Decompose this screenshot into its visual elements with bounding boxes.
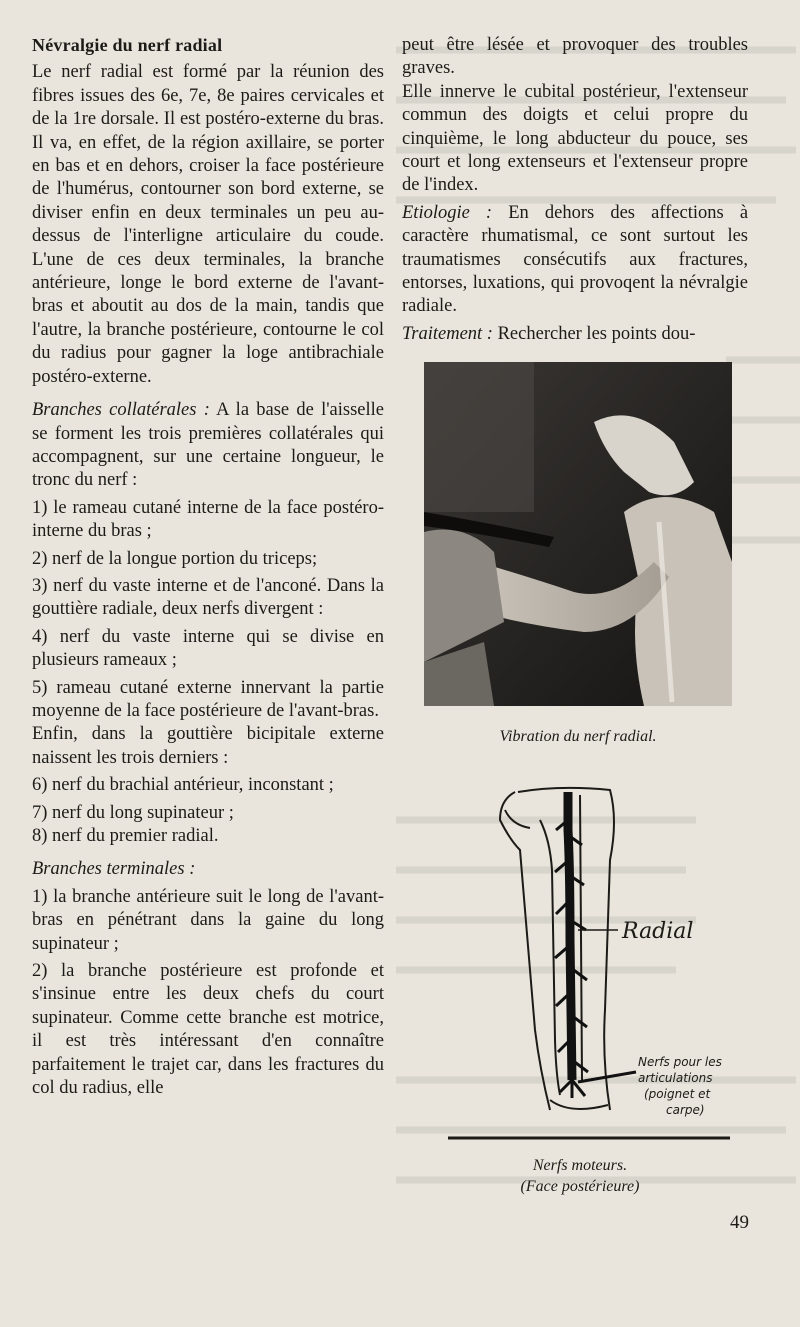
continuation-paragraph: peut être lésée et provoquer des troubles graves. (402, 35, 748, 79)
list-item: 5) rameau cutané externe innervant la partie moyenne de la face postérieure de l'avant-bras. (32, 677, 384, 721)
photo-illustration (424, 362, 732, 706)
intro-paragraph: Le nerf radial est formé par la réunion des fibres issues des 6e, 7e, 8e paires cervicales et de la 1re dorsale. Il est postéro-externe du bras. Il va, en effet, de la région axillaire, se porter en bas et en dehors, croiser la face postérieure de l'humérus, contourner son bord externe, se diviser enfin en deux terminales un peu au-dessus de l'interligne articulaire du coude. L'une de ces deux terminales, la branche antérieure, longe le bord externe de l'avant-bras et aboutit au dos de la main, tandis que l'autre, la branche postérieure, contourne le col du radius pour gagner la loge antibrachiale postéro-externe. (32, 62, 384, 387)
list-item: Enfin, dans la gouttière bicipitale externe naissent les trois derniers : (32, 724, 384, 768)
list-item: 1) le rameau cutané interne de la face postéro-interne du bras ; (32, 497, 384, 542)
list-item: 8) nerf du premier radial. (32, 826, 219, 846)
page-number: 49 (730, 1212, 749, 1233)
vibration-photo (424, 362, 732, 706)
list-item: 4) nerf du vaste interne qui se divise en plusieurs rameaux ; (32, 626, 384, 671)
nerfs-label-line: Nerfs pour les (638, 1055, 722, 1069)
photo-caption: Vibration du nerf radial. (499, 728, 657, 745)
nerve-sketch (440, 780, 740, 1150)
etiologie-text: En dehors des affections à caractère rhumatismal, ce sont surtout les traumatismes consécutifs aux fractures, entorses, luxations, qui provoqent la névralgie radiale. (402, 202, 749, 317)
etiologie-paragraph (402, 202, 748, 319)
sketch-caption-line1: Nerfs moteurs. (532, 1157, 628, 1174)
list-item: 3) nerf du vaste interne et de l'anconé. Dans la gouttière radiale, deux nerfs divergent : (32, 575, 384, 620)
radial-label: Radial (622, 919, 694, 944)
traitement-paragraph (402, 323, 748, 346)
left-column (32, 34, 384, 1100)
collaterales-label: Branches collatérales : (32, 400, 210, 421)
terminales-label: Branches terminales : (32, 859, 196, 880)
list-item: 6) nerf du brachial antérieur, inconstant ; (32, 775, 334, 796)
list-item: 2) la branche postérieure est profonde et s'insinue entre les deux chefs du court supinateur. Comme cette branche est motrice, il est très intéressant d'en connaître parfaitement le trajet car, dans les fractures du col du radius, elle (32, 961, 384, 1099)
nerfs-label-line: carpe) (666, 1103, 705, 1117)
right-column (402, 34, 748, 346)
collaterales-text: A la base de l'aisselle se forment les trois premières collatérales qui accompagnent, sur une certaine longueur, le tronc du nerf : (32, 400, 385, 491)
collaterales-paragraph (32, 399, 384, 493)
traitement-label: Traitement : (402, 323, 493, 344)
nerfs-label-line: articulations (638, 1071, 713, 1085)
list-item: 7) nerf du long supinateur ; (32, 802, 234, 823)
list-item: 1) la branche antérieure suit le long de l'avant-bras en pénétrant dans la gaine du long supinateur ; (32, 886, 384, 954)
traitement-text: Rechercher les points dou- (497, 323, 696, 344)
sketch-caption (460, 1155, 700, 1197)
nerfs-label-line: (poignet et (644, 1087, 711, 1101)
list-item: 2) nerf de la longue portion du triceps; (32, 548, 318, 569)
etiologie-label: Etiologie : (402, 202, 493, 223)
innervation-paragraph: Elle innerve le cubital postérieur, l'extenseur commun des doigts et celui propre du cinquième, le long abducteur du pouce, ses court et long extenseurs et l'extenseur propre de l'index. (402, 81, 748, 196)
section-heading: Névralgie du nerf radial (32, 35, 223, 55)
sketch-caption-line2: (Face postérieure) (520, 1178, 640, 1195)
